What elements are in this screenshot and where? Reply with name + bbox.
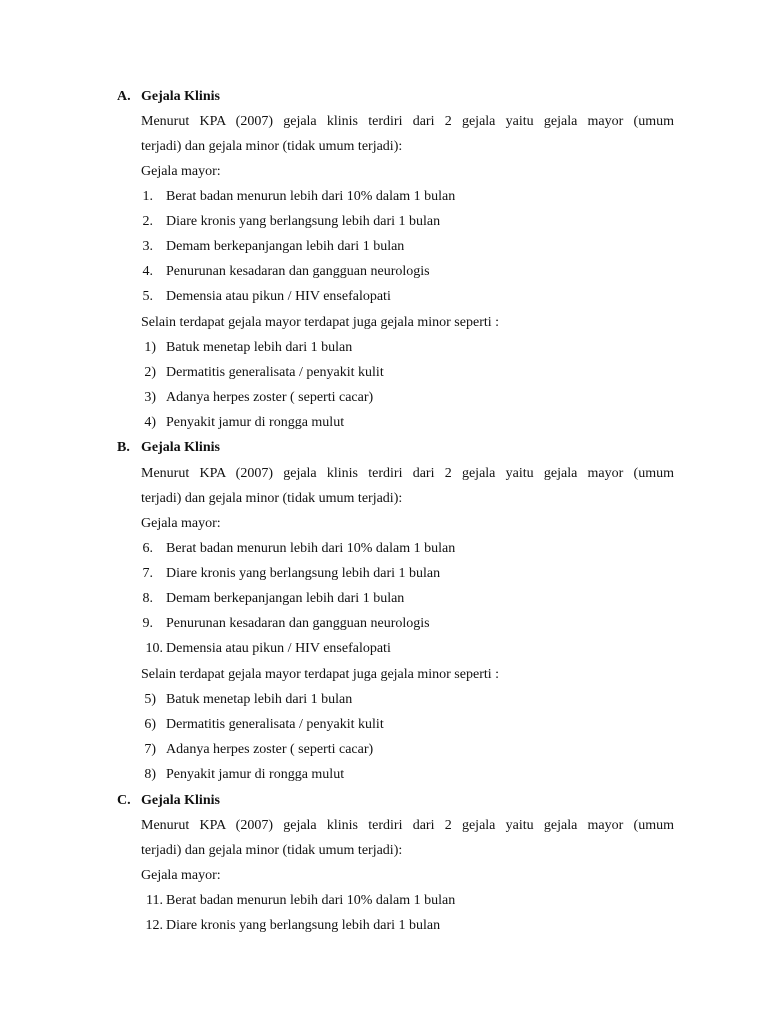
minor-symptoms-label: Selain terdapat gejala mayor terdapat juga gejala minor seperti : [141,315,500,330]
list-item-number: 4) [144,415,156,430]
list-item-number: 4. [142,264,153,279]
list-item-text: Dermatitis generalisata / penyakit kulit [166,365,384,380]
list-item-number: 3. [142,239,153,254]
minor-symptoms-label: Selain terdapat gejala mayor terdapat juga gejala minor seperti : [141,667,500,682]
list-item-number: 7) [144,742,156,757]
list-item-text: Batuk menetap lebih dari 1 bulan [166,340,353,355]
intro-paragraph-line-2: terjadi) dan gejala minor (tidak umum terjadi): [141,491,403,506]
list-item-number: 3) [144,390,156,405]
list-item-number: 5) [144,692,156,707]
list-item-number: 2) [144,365,156,380]
list-item-number: 2. [142,214,153,229]
list-item-number: 10. [145,641,163,656]
list-item-text: Berat badan menurun lebih dari 10% dalam 1 bulan [166,189,456,204]
list-item-number: 8. [142,591,153,606]
list-item-text: Demam berkepanjangan lebih dari 1 bulan [166,239,405,254]
intro-paragraph-line-2: terjadi) dan gejala minor (tidak umum terjadi): [141,843,403,858]
list-item-number: 5. [142,289,153,304]
list-item-number: 6) [144,717,156,732]
list-item-number: 6. [142,541,153,556]
list-item-text: Berat badan menurun lebih dari 10% dalam 1 bulan [166,541,456,556]
section-letter: C. [117,793,131,808]
list-item-number: 1. [142,189,153,204]
section-title: Gejala Klinis [141,793,220,808]
section-letter: B. [117,440,130,455]
list-item-text: Penyakit jamur di rongga mulut [166,767,345,782]
intro-paragraph-line-1: Menurut KPA (2007) gejala klinis terdiri dari 2 gejala yaitu gejala mayor (umum [141,114,674,129]
section-title: Gejala Klinis [141,89,220,104]
major-symptoms-label: Gejala mayor: [141,164,221,179]
section-title: Gejala Klinis [141,440,220,455]
list-item-number: 11. [146,893,163,908]
intro-paragraph-line-1: Menurut KPA (2007) gejala klinis terdiri dari 2 gejala yaitu gejala mayor (umum [141,818,674,833]
list-item-text: Demam berkepanjangan lebih dari 1 bulan [166,591,405,606]
major-symptoms-label: Gejala mayor: [141,516,221,531]
list-item-text: Adanya herpes zoster ( seperti cacar) [166,742,374,757]
list-item-text: Dermatitis generalisata / penyakit kulit [166,717,384,732]
list-item-text: Adanya herpes zoster ( seperti cacar) [166,390,374,405]
intro-paragraph-line-1: Menurut KPA (2007) gejala klinis terdiri dari 2 gejala yaitu gejala mayor (umum [141,466,674,481]
list-item-number: 8) [144,767,156,782]
list-item-text: Demensia atau pikun / HIV ensefalopati [166,641,391,656]
list-item-number: 9. [142,616,153,631]
list-item-number: 1) [144,340,156,355]
major-symptoms-label: Gejala mayor: [141,868,221,883]
list-item-text: Diare kronis yang berlangsung lebih dari 1 bulan [166,918,441,933]
list-item-text: Batuk menetap lebih dari 1 bulan [166,692,353,707]
list-item-text: Berat badan menurun lebih dari 10% dalam 1 bulan [166,893,456,908]
list-item-text: Penurunan kesadaran dan gangguan neurologis [166,264,430,279]
list-item-text: Demensia atau pikun / HIV ensefalopati [166,289,391,304]
list-item-text: Penurunan kesadaran dan gangguan neurologis [166,616,430,631]
list-item-text: Penyakit jamur di rongga mulut [166,415,345,430]
intro-paragraph-line-2: terjadi) dan gejala minor (tidak umum terjadi): [141,139,403,154]
section-letter: A. [117,89,131,104]
list-item-number: 7. [142,566,153,581]
list-item-text: Diare kronis yang berlangsung lebih dari 1 bulan [166,566,441,581]
list-item-text: Diare kronis yang berlangsung lebih dari 1 bulan [166,214,441,229]
list-item-number: 12. [145,918,163,933]
